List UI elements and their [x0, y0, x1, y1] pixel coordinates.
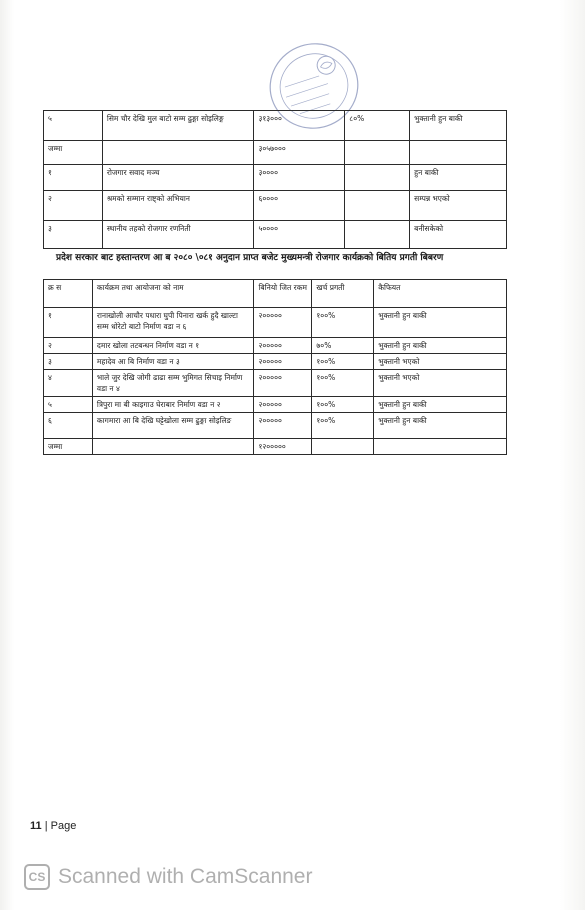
cell-amount: २०००००	[254, 338, 312, 354]
cell-name: त्रिपुरा मा बी काइगाउ घेराबार निर्माण वडा न २	[92, 397, 254, 413]
cell-sn: २	[44, 338, 93, 354]
cell-remarks: हुन बाकी	[410, 165, 507, 191]
cell-remarks: भुक्तानी भएको	[374, 370, 507, 397]
section-heading: प्रदेश सरकार बाट हस्तान्तरण आ ब २०८० \०८१ अनुदान प्राप्त बजेट मुख्यमन्त्री रोजगार कार्यक्रको बितिय प्रगती बिबरण	[56, 253, 444, 263]
cell-remarks	[374, 439, 507, 455]
table-row	[44, 370, 507, 397]
cell-amount: २०००००	[254, 370, 312, 397]
header-name: कार्यक्रम तथा आयोजना को नाम	[92, 280, 254, 308]
table-row	[44, 221, 507, 249]
table-row	[44, 413, 507, 439]
cell-amount: २०००००	[254, 354, 312, 370]
header-expense: खर्च प्रगती	[312, 280, 374, 308]
cell-percent	[345, 141, 410, 165]
cell-sn: ६	[44, 413, 93, 439]
cell-remarks: भुक्तानी भएको	[374, 354, 507, 370]
program-progress-table-body	[44, 308, 507, 455]
cell-expense: १००%	[312, 354, 374, 370]
cell-remarks	[410, 141, 507, 165]
cell-percent: ८०%	[345, 111, 410, 141]
camscanner-logo-icon: CS	[24, 864, 50, 890]
table-row	[44, 111, 507, 141]
table-row	[44, 439, 507, 455]
cell-sn: ५	[44, 397, 93, 413]
cell-amount: ३१३०००	[254, 111, 345, 141]
cell-remarks: भुक्तानी हुन बाकी	[374, 397, 507, 413]
cell-percent	[345, 165, 410, 191]
cell-name	[92, 439, 254, 455]
table-row	[44, 354, 507, 370]
cell-remarks: बनीसकेको	[410, 221, 507, 249]
table-row	[44, 141, 507, 165]
page-number-value: 11	[30, 820, 42, 832]
table-row	[44, 338, 507, 354]
cell-expense: १००%	[312, 413, 374, 439]
cell-expense: ७०%	[312, 338, 374, 354]
cell-sn: ३	[44, 221, 103, 249]
cell-name: महादेव आ बि निर्माण वडा न ३	[92, 354, 254, 370]
header-amount: बिनियो जित रकम	[254, 280, 312, 308]
cell-name: कागमारा आ बि देखि घट्टेखोला सम्म ढुङ्गा सोइलिङ	[92, 413, 254, 439]
cell-sn: ३	[44, 354, 93, 370]
cell-sn: १	[44, 165, 103, 191]
cell-remarks: सम्पन्न भएको	[410, 191, 507, 221]
cell-expense: १००%	[312, 370, 374, 397]
cell-sn: १	[44, 308, 93, 338]
cell-name: दमार खोला तटबन्धन निर्माण वडा न १	[92, 338, 254, 354]
cell-sn: जम्मा	[44, 141, 103, 165]
cell-sn: ४	[44, 370, 93, 397]
cell-name: रानाखोली आचौर पधारा घुपी पिनारा खर्क हुदै खाल्टा सम्म धोरेटो बाटो निर्माण वडा न ६	[92, 308, 254, 338]
cell-amount: ३००००	[254, 165, 345, 191]
cell-remarks: भुक्तानी हुन बाकी	[374, 413, 507, 439]
table-header-row	[44, 280, 507, 308]
cell-name: स्थानीय तहको रोजगार रणनिती	[102, 221, 254, 249]
cell-amount: ३०५७०००	[254, 141, 345, 165]
table-row	[44, 308, 507, 338]
page-number	[30, 820, 76, 832]
cell-remarks: भुक्तानी हुन बाकी	[410, 111, 507, 141]
page-number-label: | Page	[44, 820, 77, 832]
camscanner-watermark	[24, 862, 312, 892]
table-row	[44, 165, 507, 191]
cell-name: रोजगार सवाद मञ्च	[102, 165, 254, 191]
cell-percent	[345, 191, 410, 221]
table-row	[44, 397, 507, 413]
budget-table-1-body	[44, 111, 507, 249]
cell-amount: २०००००	[254, 413, 312, 439]
cell-expense: १००%	[312, 308, 374, 338]
cell-remarks: भुक्तानी हुन बाकी	[374, 308, 507, 338]
cell-sn: २	[44, 191, 103, 221]
cell-name: भाले जुर देखि जोगी ढाढा सम्म भुमिगत सिचाइ निर्माण वडा न ४	[92, 370, 254, 397]
cell-expense: १००%	[312, 397, 374, 413]
cell-amount: ६००००	[254, 191, 345, 221]
budget-table-1	[43, 110, 507, 249]
cell-sn: ५	[44, 111, 103, 141]
cell-percent	[345, 221, 410, 249]
cell-expense	[312, 439, 374, 455]
cell-name: सिम चौर देखि मुल बाटो सम्म ढुङ्गा सोइलिङ्ग	[102, 111, 254, 141]
cell-remarks: भुक्तानी हुन बाकी	[374, 338, 507, 354]
cell-amount: ५००००	[254, 221, 345, 249]
header-sn: क्र स	[44, 280, 93, 308]
program-progress-table	[43, 279, 507, 455]
watermark-text: Scanned with CamScanner	[58, 865, 313, 888]
header-remarks: कैफियत	[374, 280, 507, 308]
cell-name: श्रमको सम्मान राष्ट्को अभियान	[102, 191, 254, 221]
cell-amount: २०००००	[254, 308, 312, 338]
table-row	[44, 191, 507, 221]
cell-sn: जम्मा	[44, 439, 93, 455]
cell-name	[102, 141, 254, 165]
cell-amount: १२०००००	[254, 439, 312, 455]
cell-amount: २०००००	[254, 397, 312, 413]
